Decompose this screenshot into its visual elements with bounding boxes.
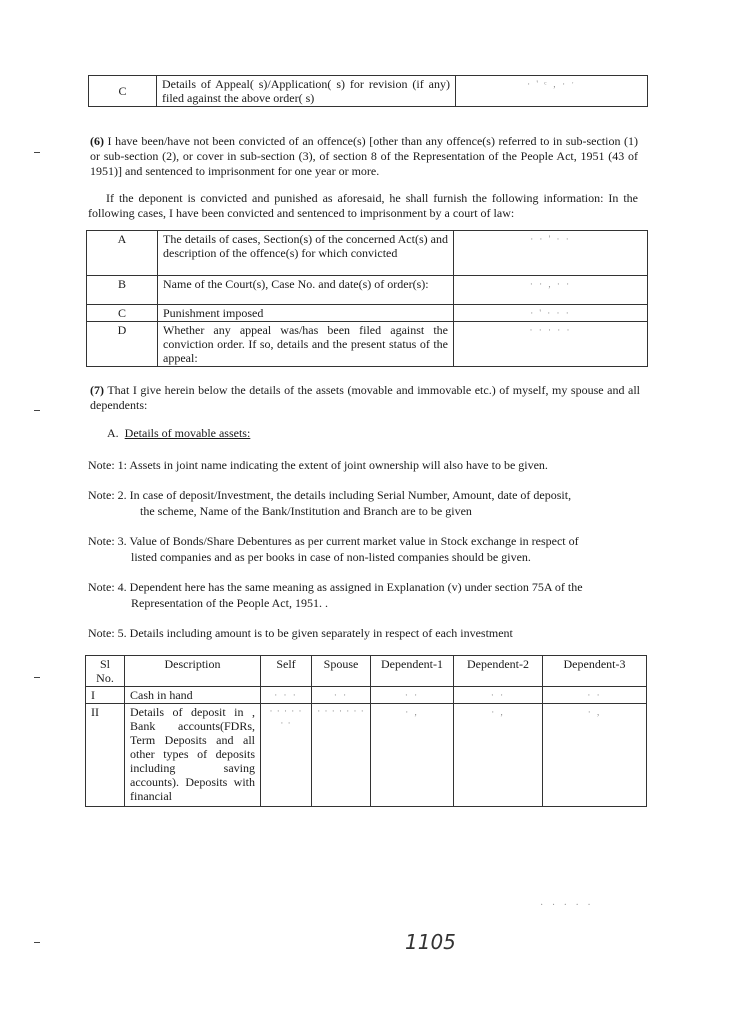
margin-mark: [34, 152, 40, 153]
row-description: Name of the Court(s), Case No. and date(s) of order(s):: [158, 276, 454, 305]
row-letter: B: [87, 276, 158, 305]
note-5: [88, 625, 648, 641]
row-letter: D: [87, 322, 158, 367]
margin-mark: [34, 677, 40, 678]
note-text: 3. Value of Bonds/Share Debentures as per current market value in Stock exchange in respect of: [114, 534, 579, 548]
header-description: Description: [125, 656, 261, 687]
table-row: [87, 322, 648, 367]
paragraph-text: That I give herein below the details of the assets (movable and immovable etc.) of myself, my spouse and all dependents:: [90, 383, 640, 412]
cell-description: Cash in hand: [125, 687, 261, 704]
section-prefix: A.: [107, 426, 119, 440]
row-description: The details of cases, Section(s) of the concerned Act(s) and description of the offence(s) for which convicted: [158, 231, 454, 276]
section-a-heading: [107, 426, 250, 441]
cell-dependent-2: · ,: [454, 704, 543, 807]
cell-spouse: · ·: [312, 687, 371, 704]
appeal-table: [88, 75, 648, 107]
table-header-row: [86, 656, 647, 687]
note-label: Note:: [88, 458, 115, 472]
margin-mark: [34, 942, 40, 943]
table-row: [87, 305, 648, 322]
note-text: 5. Details including amount is to be given separately in respect of each investment: [114, 626, 513, 640]
cell-spouse: · · · · · · ·: [312, 704, 371, 807]
cell-dependent-3: · ·: [543, 687, 647, 704]
row-value: · · ' · ·: [454, 231, 648, 276]
cell-sl: I: [86, 687, 125, 704]
note-2: [88, 487, 648, 519]
row-letter: A: [87, 231, 158, 276]
note-3: [88, 533, 648, 565]
cell-sl: II: [86, 704, 125, 807]
note-text: 4. Dependent here has the same meaning as assigned in Explanation (v) under section 75A of the: [114, 580, 583, 594]
table-row: [87, 276, 648, 305]
conviction-intro: If the deponent is convicted and punished as aforesaid, he shall furnish the following information: In the following cases, I have been convicted and sentenced to imprisonment by a court of law:: [88, 191, 638, 220]
header-dependent-1: Dependent-1: [371, 656, 454, 687]
cell-self: · · ·: [261, 687, 312, 704]
row-value: · · · · ·: [454, 322, 648, 367]
margin-mark: [34, 410, 40, 411]
cell-dependent-2: · ·: [454, 687, 543, 704]
note-text-continued: the scheme, Name of the Bank/Institution and Branch are to be given: [140, 504, 472, 518]
page-number: 1105: [405, 930, 456, 954]
note-label: Note:: [88, 580, 115, 594]
row-value: · ' ᶜ ‚ · ˑ: [456, 76, 648, 107]
cell-dependent-1: · ,: [371, 704, 454, 807]
header-self: Self: [261, 656, 312, 687]
header-sl-no: Sl No.: [86, 656, 125, 687]
note-label: Note:: [88, 534, 115, 548]
paragraph-number: (6): [90, 134, 104, 148]
table-row: [86, 687, 647, 704]
note-text: 2. In case of deposit/Investment, the details including Serial Number, Amount, date of deposit,: [114, 488, 572, 502]
row-value: · · , · ·: [454, 276, 648, 305]
row-description: Whether any appeal was/has been filed against the conviction order. If so, details and the present status of the appeal:: [158, 322, 454, 367]
conviction-table: [86, 230, 648, 367]
note-text-continued: listed companies and as per books in case of non-listed companies should be given.: [131, 550, 531, 564]
cell-dependent-1: · ·: [371, 687, 454, 704]
note-text: 1: Assets in joint name indicating the extent of joint ownership will also have to be given.: [114, 458, 548, 472]
paragraph-number: (7): [90, 383, 104, 397]
header-dependent-3: Dependent-3: [543, 656, 647, 687]
note-label: Note:: [88, 626, 115, 640]
cell-dependent-3: · ,: [543, 704, 647, 807]
row-description: Punishment imposed: [158, 305, 454, 322]
paragraph-7: [90, 383, 640, 413]
paragraph-text: I have been/have not been convicted of an offence(s) [other than any offence(s) referred to in sub-section (1) or sub-section (2), or cover in sub-section (3), of section 8 of the Representation of the People Act, 1951 (43 of 1951)] and sentenced to imprisonment for one year or more.: [90, 134, 638, 178]
section-title: Details of movable assets:: [124, 426, 251, 440]
corner-scribble: · · · · ·: [540, 900, 594, 911]
cell-self: · · · · · · ·: [261, 704, 312, 807]
note-label: Note:: [88, 488, 115, 502]
row-value: · ' · · ·: [454, 305, 648, 322]
note-text-continued: Representation of the People Act, 1951. .: [131, 596, 328, 610]
row-letter: C: [87, 305, 158, 322]
movable-assets-table: [85, 655, 647, 807]
table-row: [86, 704, 647, 807]
paragraph-6: [90, 134, 638, 179]
header-dependent-2: Dependent-2: [454, 656, 543, 687]
row-letter: C: [89, 76, 157, 107]
table-row: [87, 231, 648, 276]
note-4: [88, 579, 648, 611]
cell-description: Details of deposit in , Bank accounts(FDRs, Term Deposits and all other types of deposits including saving accounts). Deposits with financial: [125, 704, 261, 807]
note-1: [88, 457, 648, 473]
row-description: Details of Appeal( s)/Application( s) for revision (if any) filed against the above order( s): [157, 76, 456, 107]
table-row: [89, 76, 648, 107]
header-spouse: Spouse: [312, 656, 371, 687]
